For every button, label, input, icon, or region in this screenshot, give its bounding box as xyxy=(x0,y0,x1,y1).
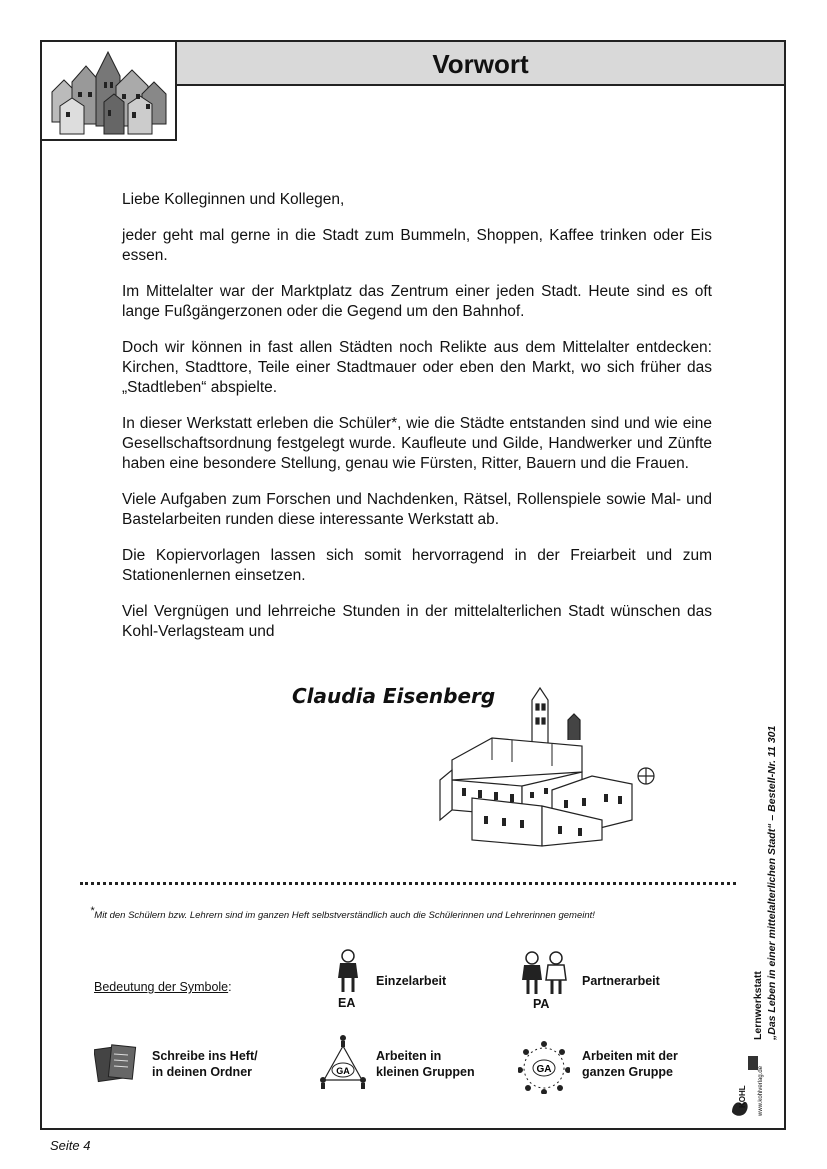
symbol-label-small-groups: Arbeiten in kleinen Gruppen xyxy=(376,1049,475,1079)
symbol-code-ga-small: GA xyxy=(336,1066,350,1076)
paragraph: Im Mittelalter war der Marktplatz das Zentrum einer jeden Stadt. Heute sind es oft lange Fußgängerzonen oder die Gegend um den Bahnhof. xyxy=(122,283,712,320)
symbol-label-single: Einzelarbeit xyxy=(376,974,447,988)
letter-body xyxy=(122,190,712,658)
small-group-icon xyxy=(318,1032,368,1090)
footnote-text: Mit den Schülern bzw. Lehrern sind im ganzen Heft selbstverständlich auch die Schülerinnen und Lehrerinnen gemeint! xyxy=(94,910,595,922)
monastery-illustration xyxy=(432,680,664,860)
page-number: Seite 4 xyxy=(50,1138,91,1153)
single-person-icon xyxy=(334,948,362,994)
paragraph: jeder geht mal gerne in die Stadt zum Bummeln, Shoppen, Kaffee trinken oder Eis essen. xyxy=(122,227,712,264)
symbol-code-ea: EA xyxy=(338,996,356,1010)
publisher-logo xyxy=(728,1050,768,1120)
footnote-marker: * xyxy=(90,905,95,917)
paragraph: Die Kopiervorlagen lassen sich somit hervorragend in der Freiarbeit und zum Stationenlernen einsetzen. xyxy=(122,547,712,584)
symbols-heading: Bedeutung der Symbole: xyxy=(94,980,232,994)
paragraph: Viele Aufgaben zum Forschen und Nachdenken, Rätsel, Rollenspiele sowie Mal- und Bastelarbeiten runden diese interessante Werkstatt ab. xyxy=(122,491,712,528)
series-label: Lernwerkstatt xyxy=(752,971,764,1040)
symbol-code-pa: PA xyxy=(533,997,550,1011)
symbol-label-whole-group: Arbeiten mit der ganzen Gruppe xyxy=(582,1049,678,1079)
paragraph: In dieser Werkstatt erleben die Schüler*, wie die Städte entstanden sind und wie eine Gesellschaftsordnung festgelegt wurde. Kaufleute und Gilde, Handwerker und Zünfte haben eine besondere Stellung, genau wie Fürsten, Ritter, Bauern und die Frauen. xyxy=(122,415,712,472)
notebook-icon xyxy=(94,1042,138,1084)
symbol-code-ga-whole: GA xyxy=(536,1064,552,1075)
page-title: Vorwort xyxy=(432,49,529,79)
title-bar xyxy=(177,40,786,86)
author-signature: Claudia Eisenberg xyxy=(292,684,496,708)
footnote xyxy=(90,905,595,921)
whole-group-icon xyxy=(518,1038,570,1094)
paragraph: Doch wir können in fast allen Städten noch Relikte aus dem Mittelalter entdecken: Kirchen, Stadttore, Teile einer Stadtmauer oder eben den Markt, wo sich früher das „Stadtleben“ abspielte. xyxy=(122,339,712,396)
publisher-name: KOHL xyxy=(738,1085,747,1108)
divider xyxy=(80,882,736,885)
town-logo xyxy=(40,40,177,141)
series-title: „Das Leben in einer mittelalterlichen Stadt“ – Bestell-Nr. 11 301 xyxy=(766,725,778,1040)
symbol-label-partner: Partnerarbeit xyxy=(582,974,660,988)
symbol-label-notebook: Schreibe ins Heft/ in deinen Ordner xyxy=(152,1049,258,1079)
greeting: Liebe Kolleginnen und Kollegen, xyxy=(122,191,345,208)
partner-icon xyxy=(520,950,568,996)
paragraph: Viel Vergnügen und lehrreiche Stunden in der mittelalterlichen Stadt wünschen das Kohl-Verlagsteam und xyxy=(122,603,712,640)
publisher-url: www.kohlverlag.de xyxy=(758,1065,764,1116)
